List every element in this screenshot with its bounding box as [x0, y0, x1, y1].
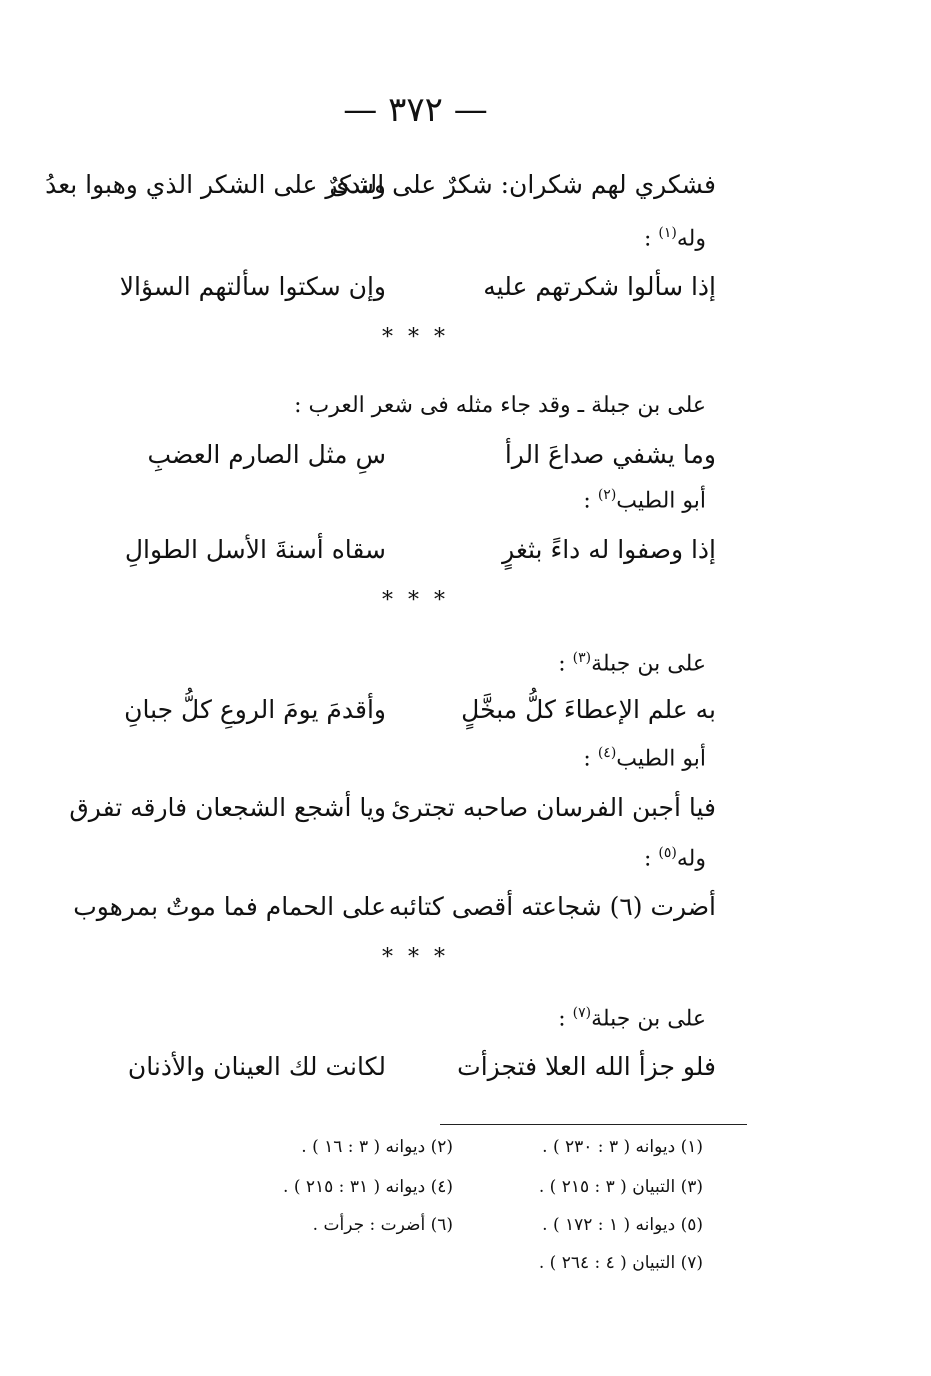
attribution-text: وله: [676, 226, 706, 252]
verse-first-hemistich: فشكري لهم شكران: شكرٌ على الندى: [329, 170, 716, 199]
attribution-text: على بن جبلة: [591, 1006, 706, 1032]
verse-first-hemistich: فلو جزأ الله العلا فتجزأت: [457, 1052, 716, 1081]
footnote: (١) ديوانه ( ٣ : ٢٣٠ ) .: [542, 1137, 703, 1157]
section-separator-stars: * * *: [382, 325, 449, 350]
poet-attribution: [558, 650, 706, 676]
section-separator-stars: * * *: [382, 588, 449, 613]
attribution-colon: :: [583, 488, 598, 514]
section-separator-stars: * * *: [382, 945, 449, 970]
poet-attribution: [644, 845, 706, 871]
verse-first-hemistich: إذا وصفوا له داءً بثغرٍ: [502, 535, 716, 564]
poet-attribution: [583, 745, 706, 771]
attribution-text: أبو الطيب: [616, 488, 706, 514]
verse-second-hemistich: وإن سكتوا سألتهم السؤالا: [119, 272, 386, 301]
poet-attribution: [583, 487, 706, 513]
footnote: (٢) ديوانه ( ٣ : ١٦ ) .: [301, 1137, 453, 1157]
footnote: (٤) ديوانه ( ٣١ : ٢١٥ ) .: [283, 1177, 453, 1197]
attribution-colon: :: [644, 226, 659, 252]
attribution-text: على بن جبلة ـ وقد جاء مثله فى شعر العرب :: [294, 393, 706, 418]
verse-first-hemistich: إذا سألوا شكرتهم عليه: [483, 272, 716, 301]
verse-first-hemistich: به علم الإعطاءَ كلُّ مبخَّلٍ: [461, 695, 716, 724]
verse-second-hemistich: سقاه أسنةَ الأسل الطوالِ: [124, 535, 386, 564]
poet-attribution: [294, 393, 706, 418]
verse-second-hemistich: لكانت لك العينان والأذنان: [127, 1052, 386, 1081]
footnote-divider: [440, 1124, 747, 1125]
footnote-ref: (٧): [572, 1005, 592, 1021]
verse-second-hemistich: وشكرٌ على الشكر الذي وهبوا بعدُ: [45, 170, 386, 199]
verse-first-hemistich: فيا أجبن الفرسان صاحبه تجترئ: [390, 793, 716, 822]
verse-first-hemistich: وما يشفي صداعَ الرأ: [504, 440, 716, 469]
footnote-ref: (٣): [572, 650, 592, 666]
verse-second-hemistich: ويا أشجع الشجعان فارقه تفرق: [69, 793, 386, 822]
footnote-ref: (٥): [658, 845, 677, 861]
page-number: — ٣٧٢ —: [343, 90, 488, 130]
verse-second-hemistich: وأقدمَ يومَ الروعِ كلُّ جبانِ: [124, 695, 386, 724]
footnote: (٦) أضرت : جرأت .: [312, 1215, 453, 1235]
footnote-ref: (٢): [597, 487, 617, 503]
attribution-text: وله: [676, 846, 706, 872]
attribution-colon: :: [558, 1006, 573, 1032]
poet-attribution: [558, 1005, 706, 1031]
attribution-colon: :: [558, 651, 573, 677]
attribution-colon: :: [644, 846, 659, 872]
verse-first-hemistich: أضرت (٦) شجاعته أقصى كتائبه: [388, 892, 716, 921]
footnote-ref: (٤): [597, 745, 617, 761]
attribution-text: على بن جبلة: [591, 651, 706, 677]
attribution-text: أبو الطيب: [616, 746, 706, 772]
footnote: (٥) ديوانه ( ١ : ١٧٢ ) .: [542, 1215, 703, 1235]
footnote-ref: (١): [658, 225, 677, 241]
footnote: (٣) التبيان ( ٣ : ٢١٥ ) .: [538, 1177, 703, 1197]
verse-second-hemistich: على الحمام فما موتٌ بمرهوب: [73, 892, 386, 921]
footnote: (٧) التبيان ( ٤ : ٢٦٤ ) .: [538, 1253, 703, 1273]
verse-second-hemistich: سِ مثل الصارم العضبِ: [147, 440, 386, 469]
poet-attribution: [644, 225, 706, 251]
attribution-colon: :: [583, 746, 598, 772]
